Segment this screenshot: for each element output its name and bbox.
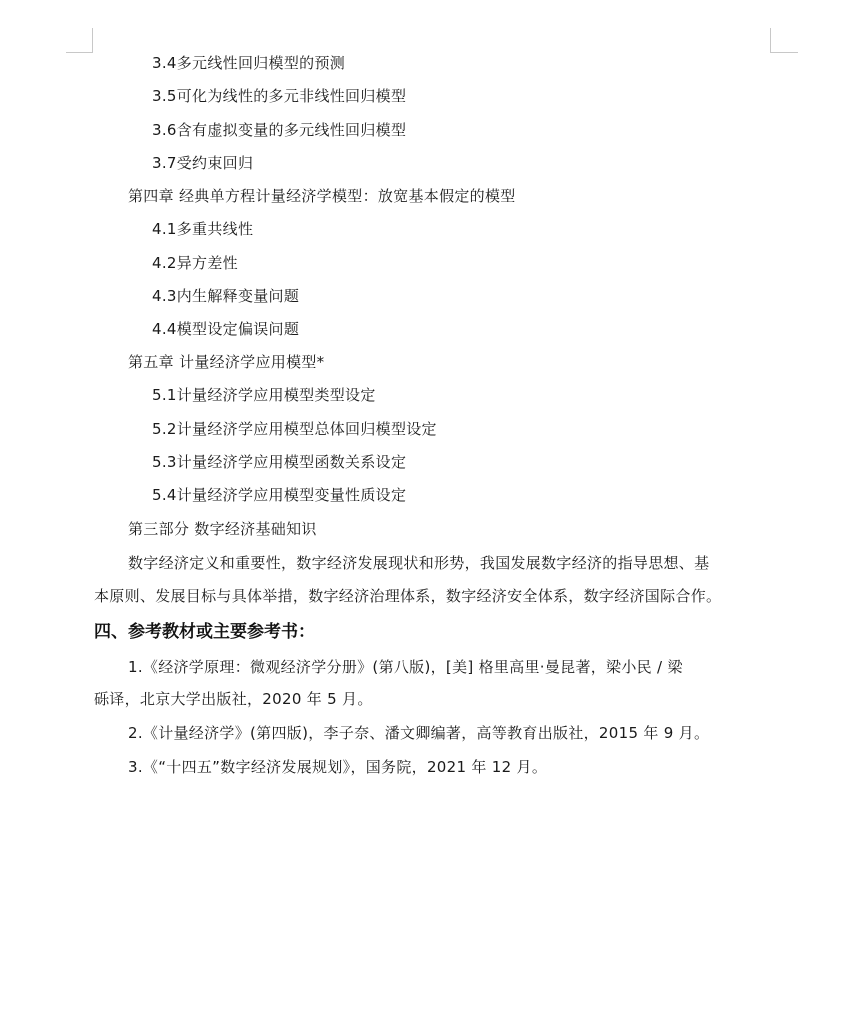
crop-mark-top-right (770, 28, 798, 53)
section-5-4: 5.4计量经济学应用模型变量性质设定 (152, 486, 407, 504)
section-4-4: 4.4模型设定偏误问题 (152, 320, 300, 338)
reference-1-line-1: 1.《经济学原理：微观经济学分册》(第八版)，[美] 格里高里·曼昆著，梁小民 / 梁 (128, 658, 683, 676)
section-3-5: 3.5可化为线性的多元非线性回归模型 (152, 87, 407, 105)
section-3-7: 3.7受约束回归 (152, 154, 254, 172)
reference-2: 2.《计量经济学》(第四版)，李子奈、潘文卿编著，高等教育出版社，2015 年 9 月。 (128, 724, 710, 742)
part-3-body-line-1: 数字经济定义和重要性，数字经济发展现状和形势，我国发展数字经济的指导思想、基 (128, 554, 710, 572)
part-3-title: 第三部分 数字经济基础知识 (128, 520, 317, 538)
reference-3: 3.《“十四五”数字经济发展规划》，国务院，2021 年 12 月。 (128, 758, 548, 776)
section-4-3: 4.3内生解释变量问题 (152, 287, 300, 305)
section-5-1: 5.1计量经济学应用模型类型设定 (152, 386, 376, 404)
references-heading: 四、参考教材或主要参考书： (94, 622, 315, 642)
section-4-1: 4.1多重共线性 (152, 220, 254, 238)
section-5-3: 5.3计量经济学应用模型函数关系设定 (152, 453, 407, 471)
section-3-6: 3.6含有虚拟变量的多元线性回归模型 (152, 121, 407, 139)
section-3-4: 3.4多元线性回归模型的预测 (152, 54, 346, 72)
chapter-5-title: 第五章 计量经济学应用模型* (128, 353, 325, 371)
section-4-2: 4.2异方差性 (152, 254, 238, 272)
crop-mark-top-left (66, 28, 93, 53)
chapter-4-title: 第四章 经典单方程计量经济学模型：放宽基本假定的模型 (128, 187, 516, 205)
reference-1-line-2: 砾译，北京大学出版社，2020 年 5 月。 (94, 690, 373, 708)
part-3-body-line-2: 本原则、发展目标与具体举措，数字经济治理体系，数字经济安全体系，数字经济国际合作。 (94, 587, 722, 605)
section-5-2: 5.2计量经济学应用模型总体回归模型设定 (152, 420, 437, 438)
